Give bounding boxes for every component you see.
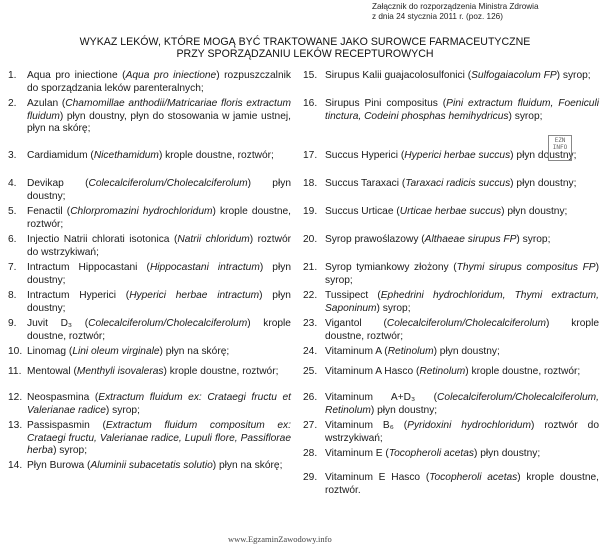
- drug-name: Aqua pro iniectione: [27, 70, 118, 81]
- latin-name: Colecalciferolum/Cholecalciferolum: [88, 318, 248, 329]
- latin-name: Pini extractum fluidum, Foeniculi tinctura, Codeini phosphas hemihydricus: [325, 98, 599, 122]
- stamp-logo: [548, 135, 572, 161]
- page-title-line2: PRZY SPORZĄDZANIU LEKÓW RECEPTUROWYCH: [176, 47, 434, 60]
- list-item: [303, 98, 599, 123]
- item-text: Succus Taraxaci (Taraxaci radicis succus) płyn doustny;: [325, 178, 577, 189]
- list-item: [8, 290, 291, 315]
- drug-form: płyn doustny;: [516, 150, 577, 161]
- item-text: Cardiamidum (Nicethamidum) krople doustne, roztwór;: [27, 150, 274, 161]
- drug-form: płyn doustny;: [377, 404, 438, 416]
- item-number: 20.: [303, 234, 318, 245]
- header-note: [372, 2, 539, 21]
- drug-name: Syrop prawoślazowy: [325, 234, 419, 245]
- item-text: Tussipect (Ephedrini hydrochloridum, Thymi extractum, Saponinum) syrop;: [325, 290, 599, 314]
- item-number: 14.: [8, 460, 23, 471]
- item-text: Syrop prawoślazowy (Althaeae sirupus FP) syrop;: [325, 234, 551, 245]
- item-text: Azulan (Chamomillae anthodii/Matricariae floris extractum fluidum) płyn doustny, płyn do stosowania w jamie ustnej, płyn na skórę;: [27, 98, 291, 135]
- item-text: Vitaminum E Hasco (Tocopheroli acetas) krople doustne, roztwór.: [325, 472, 599, 496]
- page-title-line1: WYKAZ LEKÓW, KTÓRE MOGĄ BYĆ TRAKTOWANE JAKO SUROWCE FARMACEUTYCZNE: [79, 36, 531, 48]
- item-text: Intractum Hyperici (Hyperici herbae intractum) płyn doustny;: [27, 290, 291, 314]
- header-note-line2: z dnia 24 stycznia 2011 r. (poz. 126): [372, 11, 503, 21]
- list-item: [8, 234, 291, 259]
- drug-name: Tussipect: [325, 290, 369, 301]
- list-item: [8, 366, 291, 379]
- item-text: Intractum Hippocastani (Hippocastani intractum) płyn doustny;: [27, 262, 291, 286]
- item-text: Sirupus Pini compositus (Pini extractum fluidum, Foeniculi tinctura, Codeini phosphas hemihydricus) syrop;: [325, 98, 599, 122]
- latin-name: Retinolum: [387, 346, 434, 357]
- drug-form: płyn na skórę;: [165, 346, 230, 357]
- item-number: 13.: [8, 420, 23, 431]
- item-number: 5.: [8, 206, 17, 217]
- item-number: 17.: [303, 150, 318, 161]
- item-text: Fenactil (Chlorpromazini hydrochloridum) krople doustne, roztwór;: [27, 206, 291, 230]
- item-text: Vitaminum A (Retinolum) płyn doustny;: [325, 346, 500, 357]
- latin-name: Chlorpromazini hydrochloridum: [70, 206, 213, 217]
- drug-form: płyn doustny, płyn do stosowania w jamie ustnej, płyn na skórę;: [27, 110, 291, 135]
- drug-name: Vitaminum A Hasco: [325, 366, 414, 377]
- item-number: 18.: [303, 178, 318, 189]
- item-text: Vigantol (Colecalciferolum/Cholecalciferolum) krople doustne, roztwór;: [325, 318, 599, 342]
- item-number: 16.: [303, 98, 318, 109]
- latin-name: Colecalciferolum/Cholecalciferolum, Retinolum: [325, 392, 599, 416]
- list-item: [8, 346, 291, 359]
- drug-name: Vitaminum A+D₃: [325, 392, 416, 403]
- item-number: 8.: [8, 290, 17, 301]
- item-number: 12.: [8, 392, 23, 403]
- drug-form: krople doustne, roztwór;: [169, 366, 279, 377]
- item-text: Succus Hyperici (Hyperici herbae succus) płyn doustny;: [325, 150, 577, 161]
- item-number: 29.: [303, 472, 318, 483]
- latin-name: Hyperici herbae succus: [404, 150, 511, 161]
- list-item: [303, 262, 599, 287]
- drug-form: krople doustne, roztwór;: [471, 366, 581, 377]
- drug-form: krople doustne, roztwór;: [27, 318, 291, 342]
- latin-name: Colecalciferolum/Cholecalciferolum: [88, 178, 248, 189]
- latin-name: Ephedrini hydrochloridum, Thymi extractum, Saponinum: [325, 290, 599, 314]
- item-number: 28.: [303, 448, 318, 459]
- drug-name: Vitaminum A: [325, 346, 382, 357]
- item-number: 21.: [303, 262, 318, 273]
- drug-name: Vitaminum E Hasco: [325, 472, 421, 483]
- list-item: [8, 318, 291, 343]
- list-item: [303, 290, 599, 315]
- latin-name: Colecalciferolum/Cholecalciferolum: [386, 318, 546, 329]
- drug-form: syrop;: [522, 234, 551, 245]
- latin-name: Chamomillae anthodii/Matricariae floris extractum fluidum: [27, 98, 291, 122]
- drug-form: roztwór do wstrzykiwań;: [325, 420, 600, 444]
- drug-form: płyn doustny;: [27, 290, 291, 314]
- drug-form: syrop;: [382, 302, 411, 314]
- item-number: 24.: [303, 346, 318, 357]
- latin-name: Lini oleum virginale: [72, 346, 160, 357]
- drug-form: płyn doustny;: [480, 448, 541, 459]
- drug-form: płyn doustny;: [439, 346, 500, 357]
- drug-form: płyn doustny;: [27, 178, 291, 202]
- drug-name: Płyn Burowa: [27, 460, 85, 471]
- latin-name: Natrii chloridum: [177, 234, 250, 245]
- item-text: Vitaminum E (Tocopheroli acetas) płyn doustny;: [325, 448, 541, 459]
- drug-name: Linomag: [27, 346, 67, 357]
- item-text: Neospasmina (Extractum fluidum ex: Crataegi fructu et Valerianae radice) syrop;: [27, 392, 291, 416]
- drug-name: Intractum Hippocastani: [27, 262, 138, 273]
- item-number: 6.: [8, 234, 17, 245]
- drug-form: krople doustne, roztwór;: [27, 206, 291, 230]
- list-item: [8, 460, 291, 473]
- drug-name: Sirupus Pini compositus: [325, 98, 438, 109]
- latin-name: Aqua pro iniectione: [125, 70, 217, 81]
- latin-name: Sulfogaiacolum FP: [471, 70, 557, 81]
- item-text: Vitaminum A+D₃ (Colecalciferolum/Cholecalciferolum, Retinolum) płyn doustny;: [325, 392, 599, 416]
- item-number: 3.: [8, 150, 17, 161]
- drug-form: syrop;: [325, 274, 353, 286]
- item-number: 2.: [8, 98, 17, 109]
- list-item: [303, 448, 599, 461]
- drug-form: roztwór do wstrzykiwań;: [27, 234, 292, 258]
- item-number: 7.: [8, 262, 17, 273]
- drug-form: syrop;: [514, 110, 543, 122]
- drug-form: syrop;: [562, 70, 591, 81]
- item-number: 10.: [8, 346, 23, 357]
- latin-name: Aluminii subacetatis solutio: [90, 460, 213, 471]
- drug-name: Sirupus Kalii guajacolosulfonici: [325, 70, 465, 81]
- item-text: Linomag (Lini oleum virginale) płyn na skórę;: [27, 346, 230, 357]
- drug-name: Injectio Natrii chlorati isotonica: [27, 234, 170, 245]
- drug-form: krople doustne, roztwór;: [325, 318, 599, 342]
- drug-name: Intractum Hyperici: [27, 290, 117, 301]
- drug-name: Juvit D₃: [27, 318, 73, 329]
- latin-name: Tocopheroli acetas: [388, 448, 474, 459]
- latin-name: Nicethamidum: [93, 150, 159, 161]
- list-item: [8, 206, 291, 231]
- drug-form: płyn doustny;: [27, 262, 291, 286]
- drug-name: Azulan: [27, 98, 59, 109]
- stamp-text: EZN INFO: [552, 137, 568, 151]
- list-item: [8, 392, 291, 417]
- item-number: 22.: [303, 290, 318, 301]
- item-number: 15.: [303, 70, 318, 81]
- item-text: Juvit D₃ (Colecalciferolum/Cholecalciferolum) krople doustne, roztwór;: [27, 318, 291, 342]
- drug-form: płyn doustny;: [507, 206, 568, 217]
- list-item: [303, 234, 599, 247]
- list-item: [8, 70, 291, 95]
- drug-name: Mentowal: [27, 366, 71, 377]
- item-number: 26.: [303, 392, 318, 403]
- header-note-line1: Załącznik do rozporządzenia Ministra Zdrowia: [372, 2, 539, 11]
- list-item: [8, 420, 291, 458]
- drug-name: Devikap: [27, 178, 64, 189]
- drug-name: Fenactil: [27, 206, 63, 217]
- list-item: [303, 366, 599, 379]
- latin-name: Thymi sirupus compositus FP: [456, 262, 596, 273]
- item-number: 4.: [8, 178, 17, 189]
- list-item: [303, 178, 599, 191]
- drug-form: krople doustne, roztwór;: [165, 150, 274, 161]
- drug-name: Succus Urticae: [325, 206, 394, 217]
- item-text: Płyn Burowa (Aluminii subacetatis solutio) płyn na skórę;: [27, 460, 283, 471]
- list-item: [303, 346, 599, 359]
- item-text: Succus Urticae (Urticae herbae succus) płyn doustny;: [325, 206, 568, 217]
- drug-name: Vigantol: [325, 318, 362, 329]
- drug-form: rozpuszczalnik do sporządzania leków parenteralnych;: [27, 70, 291, 94]
- list-item: [303, 392, 599, 417]
- list-item: [8, 98, 291, 136]
- latin-name: Althaeae sirupus FP: [424, 234, 517, 245]
- drug-form: syrop;: [59, 445, 88, 457]
- list-item: [8, 262, 291, 287]
- list-item: [303, 420, 599, 445]
- latin-name: Tocopheroli acetas: [429, 472, 518, 483]
- item-number: 9.: [8, 318, 17, 329]
- page-title: [0, 37, 610, 61]
- item-number: 25.: [303, 366, 318, 377]
- list-item: [303, 70, 599, 83]
- drug-name: Cardiamidum: [27, 150, 88, 161]
- item-text: Vitaminum B₆ (Pyridoxini hydrochloridum) roztwór do wstrzykiwań;: [325, 420, 600, 444]
- item-text: Vitaminum A Hasco (Retinolum) krople doustne, roztwór;: [325, 366, 581, 377]
- drug-name: Succus Taraxaci: [325, 178, 399, 189]
- item-number: 1.: [8, 70, 17, 81]
- latin-name: Retinolum: [419, 366, 466, 377]
- latin-name: Hyperici herbae intractum: [129, 290, 260, 301]
- drug-name: Vitaminum B₆: [325, 420, 394, 431]
- latin-name: Pyridoxini hydrochloridum: [407, 420, 531, 431]
- item-text: Devikap (Colecalciferolum/Cholecalciferolum) płyn doustny;: [27, 178, 291, 202]
- item-text: Syrop tymiankowy złożony (Thymi sirupus compositus FP) syrop;: [325, 262, 599, 286]
- drug-name: Syrop tymiankowy złożony: [325, 262, 449, 273]
- list-item: [303, 472, 599, 497]
- latin-name: Hippocastani intractum: [149, 262, 260, 273]
- item-number: 19.: [303, 206, 318, 217]
- latin-name: Extractum fluidum ex: Crataegi fructu et Valerianae radice: [27, 392, 291, 416]
- drug-form: krople doustne, roztwór.: [325, 472, 599, 496]
- item-number: 27.: [303, 420, 318, 431]
- latin-name: Menthyli isovaleras: [76, 366, 164, 377]
- watermark: www.EgzaminZawodowy.info: [228, 534, 332, 544]
- drug-name: Succus Hyperici: [325, 150, 399, 161]
- item-text: Aqua pro iniectione (Aqua pro iniectione) rozpuszczalnik do sporządzania leków parenteralnych;: [27, 70, 291, 94]
- drug-name: Vitaminum E: [325, 448, 383, 459]
- drug-form: płyn doustny;: [516, 178, 577, 189]
- item-text: Injectio Natrii chlorati isotonica (Natrii chloridum) roztwór do wstrzykiwań;: [27, 234, 292, 258]
- drug-name: Passispasmin: [27, 420, 90, 431]
- list-item: [8, 178, 291, 203]
- latin-name: Extractum fluidum compositum ex: Crataegi fructu, Valerianae radice, Lupuli flore, Passiflorae herba: [27, 420, 291, 457]
- latin-name: Urticae herbae succus: [399, 206, 502, 217]
- list-item: [303, 318, 599, 343]
- list-item: [8, 150, 291, 163]
- item-number: 11.: [8, 366, 22, 377]
- latin-name: Taraxaci radicis succus: [405, 178, 511, 189]
- drug-form: płyn na skórę;: [218, 460, 283, 471]
- drug-name: Neospasmina: [27, 392, 90, 403]
- item-text: Sirupus Kalii guajacolosulfonici (Sulfogaiacolum FP) syrop;: [325, 70, 591, 81]
- item-text: Mentowal (Menthyli isovaleras) krople doustne, roztwór;: [27, 366, 279, 377]
- drug-form: syrop;: [112, 404, 140, 416]
- item-text: Passispasmin (Extractum fluidum compositum ex: Crataegi fructu, Valerianae radice, Lupuli flore, Passiflorae herba) syrop;: [27, 420, 291, 457]
- item-number: 23.: [303, 318, 318, 329]
- list-item: [303, 206, 599, 219]
